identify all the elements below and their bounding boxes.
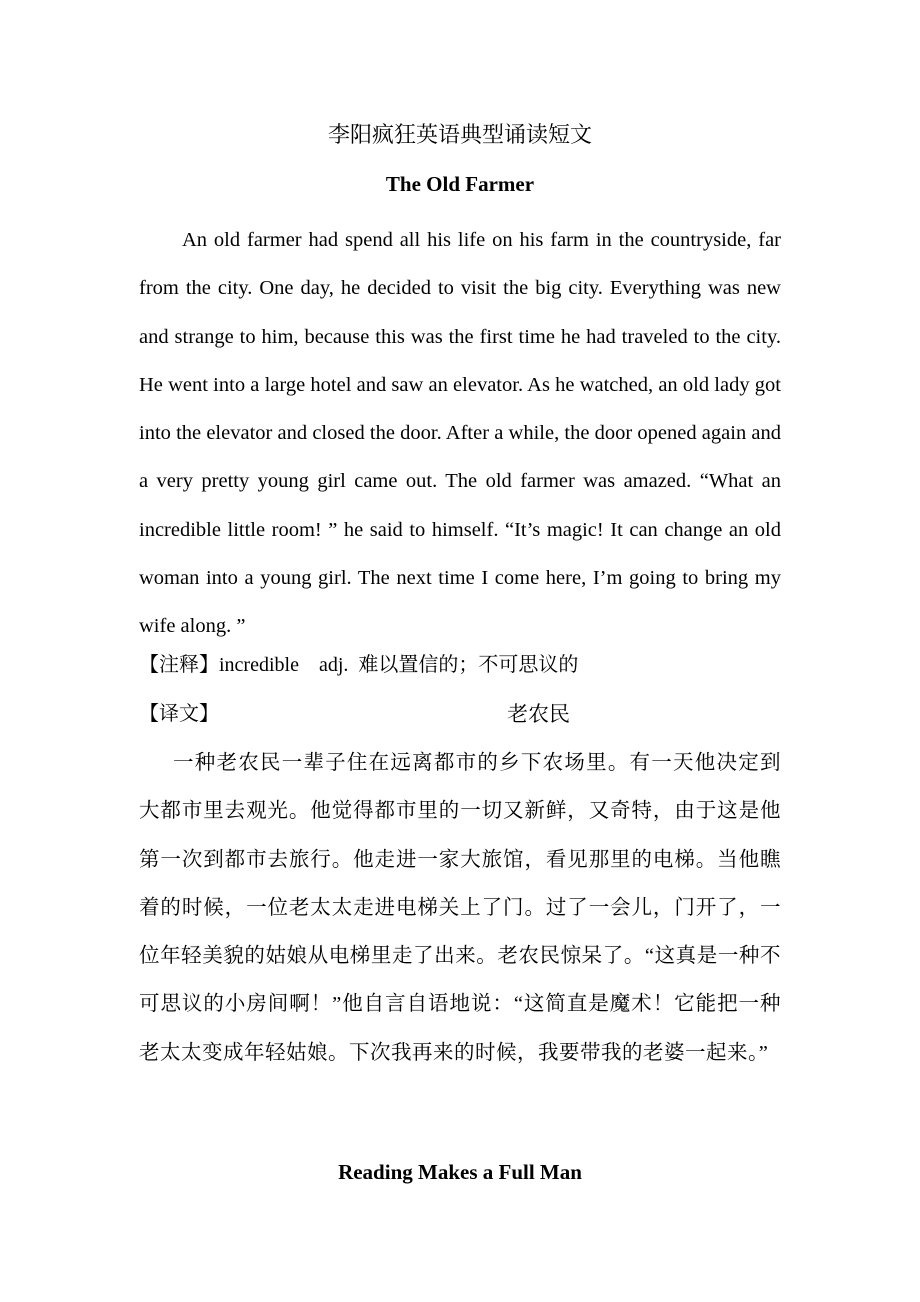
translation-title: 老农民 — [507, 702, 570, 726]
article-title-reading: Reading Makes a Full Man — [338, 1160, 582, 1184]
translation-header — [139, 697, 781, 731]
article-title-old-farmer: The Old Farmer — [385, 172, 535, 196]
article-body-chinese: 一种老农民一辈子住在远离都市的乡下农场里。有一天他决定到大都市里去观光。他觉得都市里的一切又新鲜，又奇特，由于这是他第一次到都市去旅行。他走进一家大旅馆，看见那里的电梯。当他瞧着的时候，一位老太太走进电梯关上了门。过了一会儿，门开了，一位年轻美貌的姑娘从电梯里走了出来。老农民惊呆了。“这真是一种不可思议的小房间啊！”他自言自语地说：“这简直是魔术！它能把一种老太太变成年轻姑娘。下次我再来的时候，我要带我的老婆一起来。” — [139, 752, 781, 1064]
translation-label: 【译文】 — [139, 703, 219, 725]
article-body-english: An old farmer had spend all his life on his farm in the countryside, far from the city. One day, he decided to visit the big city. Everything was new and strange to him, because this was the first time he had traveled to the city. He went into a large hotel and saw an elevator. As he watched, an old lady got into the elevator and closed the door. After a while, the door opened again and a very pretty young girl came out. The old farmer was amazed. “What an incredible little room! ” he said to himself. “It’s magic! It can change an old woman into a young girl. The next time I come here, I’m going to bring my wife along. ” — [139, 229, 781, 638]
vocabulary-note: 【注释】incredible adj. 难以置信的；不可思议的 — [139, 654, 579, 676]
document-title: 李阳疯狂英语典型诵读短文 — [327, 122, 592, 147]
